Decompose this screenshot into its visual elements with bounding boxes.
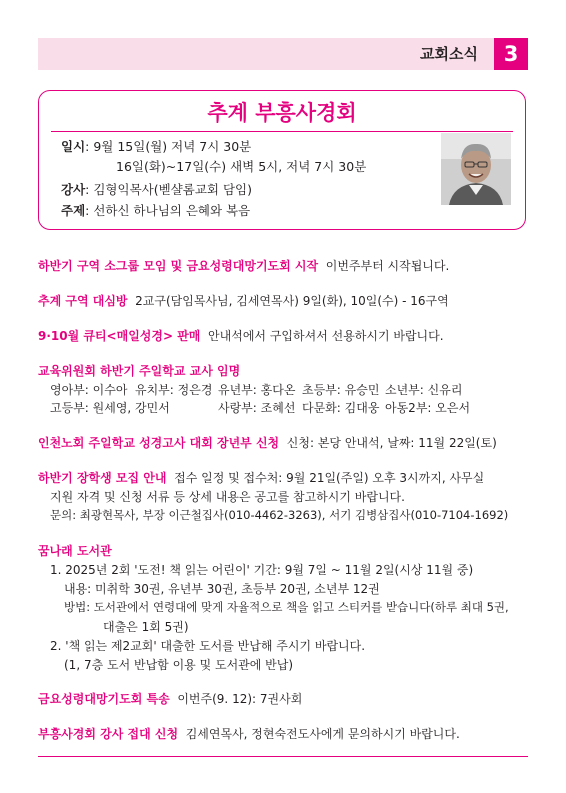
library-notice-heading-row [38,542,112,559]
edu-row-1: 유치부: 정은경 [135,383,213,397]
library-item-1-content: 내용: 미취학 30권, 유년부 30권, 초등부 20권, 소년부 12권 [64,582,380,596]
friday-special-notice [38,690,302,707]
scholarship-contact: 문의: 최광현목사, 부장 이근철집사(010-4462-3263), 서기 김병삼집사(010-7104-1692) [50,508,509,522]
edu-row-1: 소년부: 신유리 [385,383,463,397]
library-heading: 꿈나래 도서관 [38,544,112,558]
scholarship-notice [38,469,484,486]
qt-notice [38,327,444,344]
scholarship-line-2: 지원 자격 및 신청 서류 등 상세 내용은 공고를 참고하시기 바랍니다. [50,490,405,504]
small-group-notice [38,257,449,274]
incheon-text: 신청: 본당 안내석, 날짜: 11월 22일(토) [286,436,497,450]
edu-row-2: 사랑부: 조혜선 [218,401,296,415]
scholarship-heading: 하반기 장학생 모집 안내 [38,471,167,485]
library-item-2-note: (1, 7층 도서 반납함 이용 및 도서관에 반납) [64,658,294,672]
revival-meeting-box [38,90,526,230]
section-title: 교회소식 [420,45,478,63]
revival-date: 일시: 9월 15일(월) 저녁 7시 30분 [61,139,252,154]
incheon-notice [38,434,497,451]
edu-row-2: 다문화: 김대웅 [302,401,380,415]
revival-divider [51,131,513,132]
revival-title: 추계 부흥사경회 [207,101,357,125]
scholarship-text: 접수 일정 및 접수처: 9월 21일(주일) 오후 3시까지, 사무실 [174,471,485,485]
speaker-photo [441,133,511,205]
revival-speaker: 강사: 김형익목사(벧샬롬교회 담임) [61,182,252,197]
library-item-1-method: 방법: 도서관에서 연령대에 맞게 자율적으로 책을 읽고 스티커를 받습니다(하루 최대 5권, [64,600,509,614]
edu-row-2: 아동2부: 오은서 [385,401,471,415]
host-heading: 부흥사경회 강사 접대 신청 [38,727,179,741]
visitation-notice [38,292,449,309]
page-number-badge: 3 [494,38,528,70]
host-notice [38,725,460,742]
qt-heading: 9·10월 큐티<매일성경> 판매 [38,329,201,343]
library-item-1-method-cont: 대출은 1회 5권) [103,620,189,634]
section-header [38,38,528,70]
library-item-2: 2. '책 읽는 제2교회' 대출한 도서를 반납해 주시기 바랍니다. [50,639,366,653]
visitation-text: 2교구(담임목사님, 김세연목사) 9일(화), 10일(수) - 16구역 [135,294,449,308]
revival-date-2: 16일(화)~17일(수) 새벽 5시, 저녁 7시 30분 [116,159,367,174]
host-text: 김세연목사, 정현숙전도사에게 문의하시기 바랍니다. [185,727,460,741]
bottom-divider [38,756,528,757]
revival-theme: 주제: 선하신 하나님의 은혜와 복음 [61,203,251,218]
edu-row-1: 영아부: 이수아 [50,383,128,397]
small-group-heading: 하반기 구역 소그룹 모임 및 금요성령대망기도회 시작 [38,259,319,273]
edu-row-1: 유년부: 홍다온 [218,383,296,397]
edu-row-1: 초등부: 유승민 [302,383,380,397]
visitation-heading: 추계 구역 대심방 [38,294,128,308]
friday-special-text: 이번주(9. 12): 7권사회 [177,692,303,706]
edu-row-2: 고등부: 원세영, 강민서 [50,401,170,415]
qt-text: 안내석에서 구입하셔서 선용하시기 바랍니다. [208,329,444,343]
library-item-1: 1. 2025년 2회 '도전! 책 읽는 어린이' 기간: 9월 7일 ~ 11월 2일(시상 11월 중) [50,563,474,577]
friday-special-heading: 금요성령대망기도회 특송 [38,692,170,706]
edu-notice-heading-row [38,362,240,379]
edu-heading: 교육위원회 하반기 주일학교 교사 임명 [38,364,241,378]
incheon-heading: 인천노회 주일학교 성경고사 대회 장년부 신청 [38,436,280,450]
small-group-text: 이번주부터 시작됩니다. [325,259,450,273]
